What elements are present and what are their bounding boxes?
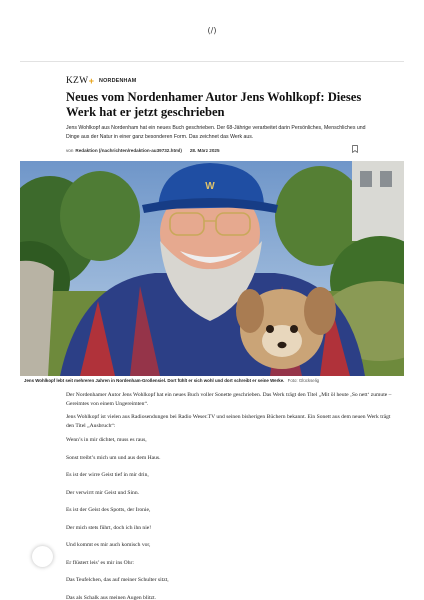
article-photo: [20, 161, 404, 376]
bookmark-icon[interactable]: [352, 145, 358, 153]
photo-credit: Foto: Glückselig: [287, 378, 320, 383]
kzw-plus-badge: +: [88, 76, 94, 86]
poem-line: Wenn’s in mir dichtet, muss es raus,: [66, 437, 147, 443]
poem-line: Der verwirrt mir Geist und Sinn.: [66, 489, 140, 496]
caption-text: Jens Wohlkopf lebt seit mehreren Jahren in Nordenham-Großensiel. Dort fühlt er sich wohl und dort schreibt er seine Werke.: [24, 378, 285, 383]
article-headline: Neues vom Nordenhamer Autor Jens Wohlkopf: Dieses Werk hat er jetzt geschrieben: [66, 90, 362, 119]
portrait-illustration: [20, 161, 404, 376]
byline-prefix: von: [66, 147, 74, 153]
poem-line: Sonst treibt’s mich um und aus dem Haus.: [66, 454, 161, 461]
article-teaser: Jens Wohlkopf aus Nordenham hat ein neues Buch geschrieben. Der 68-Jährige verarbeitet darin Persönliches, Menschliches und Dinge aus der Natur in einer ganz besonderen Form. Das zeichnet das Werk aus.: [66, 125, 366, 140]
byline: [66, 145, 220, 155]
body-paragraph: Jens Wohlkopf ist vielen aus Radiosendungen bei Radio Weser.TV und seinen bisherigen Büchern bekannt. Ein Sonett aus dem neuen Werk trägt den Titel „Ausbruch“:: [66, 414, 391, 429]
author-link[interactable]: Redaktion (/nachrichten/redaktion-au39732.html): [75, 147, 182, 153]
floating-action-button[interactable]: [32, 546, 53, 567]
top-bar: [0, 0, 424, 62]
section-kicker[interactable]: NORDENHAM: [99, 78, 137, 84]
kzw-logo[interactable]: KZW: [66, 76, 89, 86]
header-divider: [20, 61, 404, 62]
svg-text:W: W: [205, 181, 215, 192]
home-link[interactable]: (/): [207, 26, 217, 35]
publish-date: 28. März 2025: [189, 147, 220, 153]
poem-line: Es ist der Geist des Spotts, der Ironie,: [66, 507, 151, 513]
poem-ausbruch: [66, 436, 366, 600]
poem-line: Es ist der wirre Geist tief in mir drin,: [66, 472, 149, 478]
brand-line: [66, 75, 136, 87]
poem-line: Das Teufelchen, das auf meiner Schulter sitzt,: [66, 577, 169, 583]
article-body: [66, 391, 396, 435]
poem-line: Er flüstert leis’ es mir ins Ohr:: [66, 559, 134, 566]
poem-line: Der mich stets führt, doch ich ihn nie!: [66, 524, 152, 531]
poem-line: Und kommt es mir auch komisch vor,: [66, 542, 151, 548]
poem-line: Das als Schalk aus meinen Augen blitzt.: [66, 594, 156, 600]
body-paragraph: Der Nordenhamer Autor Jens Wohlkopf hat ein neues Buch voller Sonette geschrieben. Das Werk trägt den Titel „Mit öl heute ‚So nett‘ zumute – Gereimtes von einem Ungereimten“.: [66, 392, 392, 407]
photo-caption: [24, 378, 404, 383]
